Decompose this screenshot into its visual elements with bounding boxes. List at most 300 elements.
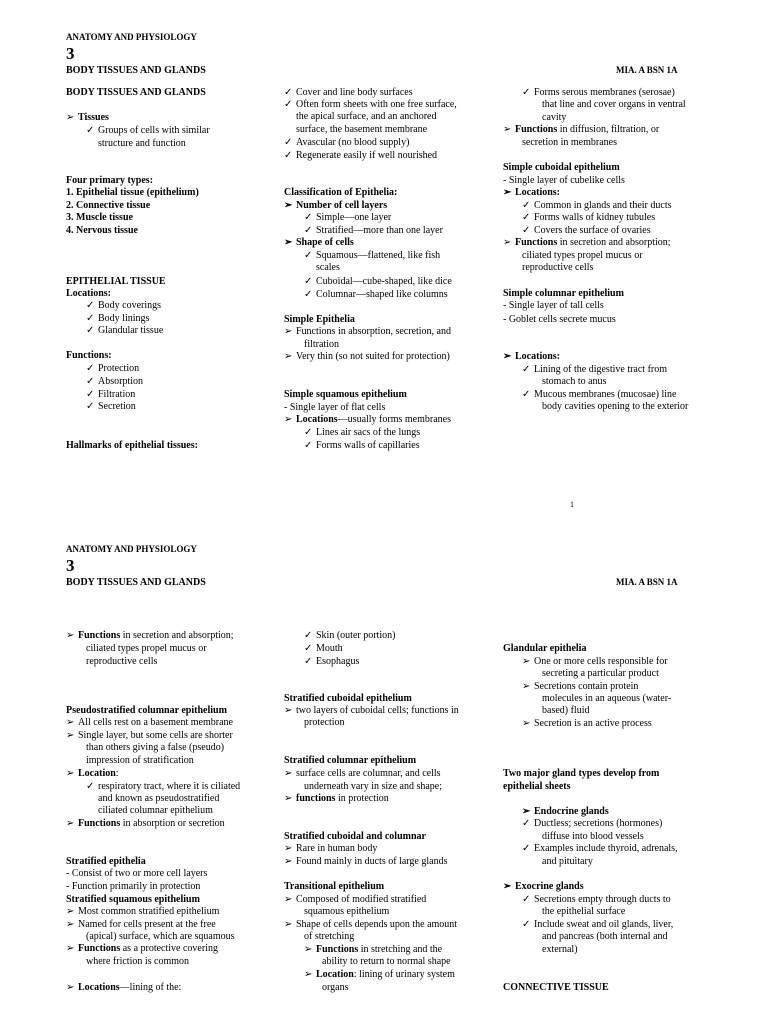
text-line: [503, 314, 616, 326]
section-heading: [66, 225, 138, 237]
bullet-item: [66, 717, 233, 729]
line-text: Stratified cuboidal epithelium: [284, 693, 412, 704]
line-text: Simple columnar epithelium: [503, 288, 624, 299]
check-icon: ✓: [86, 781, 95, 792]
line-text: Forms serous membranes (serosae): [534, 87, 675, 98]
line-text: Forms walls of capillaries: [316, 440, 420, 451]
arrow-bullet-icon: ➢: [66, 112, 75, 123]
section-heading: [66, 87, 206, 99]
line-text: EPITHELIAL TISSUE: [66, 276, 166, 287]
line-text: Shape of cells: [296, 237, 354, 248]
line-text: scales: [316, 262, 340, 273]
arrow-bullet-icon: ➢: [284, 414, 293, 425]
checklist-item: [86, 325, 163, 337]
section-heading: [284, 389, 407, 401]
text-line: [542, 906, 625, 918]
line-text: Secretions empty through ducts to: [534, 894, 671, 905]
checklist-item: [304, 656, 359, 668]
check-icon: ✓: [284, 87, 293, 98]
line-text: Lines air sacs of the lungs: [316, 427, 421, 438]
arrow-bullet-icon: ➢: [66, 818, 75, 829]
arrow-bullet-icon: ➢: [66, 919, 75, 930]
line-text: Regenerate easily if well nourished: [296, 150, 438, 161]
checklist-item: [304, 225, 443, 237]
checklist-item: [522, 200, 672, 212]
bullet-item: [522, 656, 668, 668]
line-text: surface cells are columnar, and cells: [296, 768, 441, 779]
section-heading: [66, 200, 150, 212]
text-line: [542, 856, 593, 868]
line-text: secretion in membranes: [522, 137, 617, 148]
line-text: Functions in absorption or secretion: [78, 818, 225, 829]
section-heading: [284, 187, 397, 199]
section-heading: [66, 288, 111, 300]
section-heading: [503, 288, 624, 300]
arrow-bullet-icon: ➢: [284, 843, 293, 854]
line-text: - Single layer of cubelike cells: [503, 175, 625, 186]
check-icon: ✓: [522, 225, 531, 236]
chapter-number: 3: [66, 44, 75, 63]
bullet-item: [66, 630, 234, 642]
line-text: functions in protection: [296, 793, 389, 804]
line-text: Body coverings: [98, 300, 162, 311]
checklist-item: [522, 87, 675, 99]
line-text: - Consist of two or more cell layers: [66, 868, 208, 879]
text-line: [86, 656, 157, 668]
text-line: [542, 944, 578, 956]
checklist-item: [86, 313, 149, 325]
arrow-bullet-icon: ➢: [66, 768, 75, 779]
section-heading: [284, 693, 412, 705]
arrow-bullet-icon: ➢: [284, 200, 293, 211]
line-text: One or more cells responsible for: [534, 656, 668, 667]
line-text: Endocrine glands: [534, 806, 609, 817]
line-text: Number of cell layers: [296, 200, 388, 211]
arrow-bullet-icon: ➢: [503, 881, 512, 892]
arrow-bullet-icon: ➢: [284, 351, 293, 362]
line-text: Shape of cells depends upon the amount: [296, 919, 458, 930]
line-text: Cuboidal—cube-shaped, like dice: [316, 276, 452, 287]
checklist-item: [522, 894, 671, 906]
section-heading: [284, 831, 426, 843]
check-icon: ✓: [86, 313, 95, 324]
bullet-item: [66, 818, 225, 830]
line-text: Hallmarks of epithelial tissues:: [66, 440, 198, 451]
line-text: body cavities opening to the exterior: [542, 401, 689, 412]
line-text: Avascular (no blood supply): [296, 137, 410, 148]
line-text: Four primary types:: [66, 175, 154, 186]
line-text: Found mainly in ducts of large glands: [296, 856, 448, 867]
text-line: [542, 376, 606, 388]
line-text: external): [542, 944, 578, 955]
text-line: [316, 262, 340, 274]
line-text: Include sweat and oil glands, liver,: [534, 919, 674, 930]
text-line: [296, 111, 436, 123]
line-text: Squamous—flattened, like fish: [316, 250, 441, 261]
line-text: that line and cover organs in ventral: [542, 99, 686, 110]
bullet-item: [284, 894, 426, 906]
text-line: [542, 401, 688, 413]
line-text: and pituitary: [542, 856, 593, 867]
section-heading: [284, 755, 416, 767]
text-line: [522, 137, 617, 149]
check-icon: ✓: [522, 200, 531, 211]
checklist-item: [86, 363, 139, 375]
text-line: [296, 124, 427, 136]
arrow-bullet-icon: ➢: [503, 351, 512, 362]
line-text: Mouth: [316, 643, 343, 654]
checklist-item: [304, 212, 391, 224]
line-text: - Function primarily in protection: [66, 881, 201, 892]
text-line: [304, 339, 339, 351]
arrow-bullet-icon: ➢: [284, 793, 293, 804]
text-line: [542, 112, 566, 124]
checklist-item: [522, 818, 662, 830]
bullet-item: [284, 705, 459, 717]
arrow-bullet-icon: ➢: [66, 717, 75, 728]
checklist-item: [86, 125, 210, 137]
checklist-item: [304, 440, 420, 452]
check-icon: ✓: [304, 225, 313, 236]
checklist-item: [522, 389, 676, 401]
line-text: than others giving a false (pseudo): [86, 742, 225, 753]
bullet-item: [284, 237, 354, 249]
line-text: Stratified columnar epithelium: [284, 755, 417, 766]
check-icon: ✓: [304, 630, 313, 641]
check-icon: ✓: [304, 289, 313, 300]
text-line: [542, 99, 686, 111]
bullet-item: [284, 414, 451, 426]
text-line: [542, 705, 590, 717]
section-heading: [66, 350, 112, 362]
checklist-item: [284, 87, 413, 99]
section-heading: [66, 187, 199, 199]
line-text: Simple Epithelia: [284, 314, 355, 325]
line-text: Locations:: [515, 187, 560, 198]
bullet-item: [522, 806, 609, 818]
line-text: - Goblet cells secrete mucus: [503, 314, 616, 325]
checklist-item: [522, 364, 667, 376]
chapter-number: 3: [66, 556, 75, 575]
line-text: Stratified squamous epithelium: [66, 894, 200, 905]
text-line: [86, 755, 194, 767]
check-icon: ✓: [304, 440, 313, 451]
section-heading: [503, 162, 620, 174]
line-text: Functions:: [66, 350, 112, 361]
check-icon: ✓: [304, 250, 313, 261]
line-text: Covers the surface of ovaries: [534, 225, 651, 236]
checklist-item: [284, 150, 437, 162]
line-text: Locations:: [515, 351, 560, 362]
line-text: - Single layer of tall cells: [503, 300, 604, 311]
check-icon: ✓: [522, 894, 531, 905]
checklist-item: [86, 300, 161, 312]
section-heading: [66, 440, 198, 452]
checklist-item: [86, 376, 143, 388]
line-text: Stratified cuboidal and columnar: [284, 831, 426, 842]
line-text: molecules in an aqueous (water-: [542, 693, 672, 704]
section-heading: [503, 982, 609, 994]
bullet-item: [503, 351, 560, 363]
bullet-item: [284, 768, 441, 780]
text-line: [86, 742, 224, 754]
check-icon: ✓: [304, 427, 313, 438]
checklist-item: [86, 781, 240, 793]
line-text: Lining of the digestive tract from: [534, 364, 668, 375]
line-text: ciliated columnar epithelium: [98, 805, 213, 816]
line-text: Single layer, but some cells are shorter: [78, 730, 233, 741]
line-text: diffuse into blood vessels: [542, 831, 644, 842]
check-icon: ✓: [522, 364, 531, 375]
line-text: Composed of modified stratified: [296, 894, 427, 905]
check-icon: ✓: [86, 363, 95, 374]
line-text: Stratified epithelia: [66, 856, 146, 867]
arrow-bullet-icon: ➢: [284, 237, 293, 248]
line-text: Mucous membranes (mucosae) line: [534, 389, 677, 400]
line-text: filtration: [304, 339, 339, 350]
check-icon: ✓: [284, 99, 293, 110]
checklist-item: [522, 212, 655, 224]
check-icon: ✓: [522, 843, 531, 854]
check-icon: ✓: [522, 818, 531, 829]
section-heading: [66, 212, 133, 224]
text-line: [304, 906, 389, 918]
bullet-item: [522, 718, 652, 730]
line-text: Named for cells present at the free: [78, 919, 216, 930]
bullet-item: [66, 943, 218, 955]
line-text: Pseudostratified columnar epithelium: [66, 705, 227, 716]
section-heading: [503, 768, 659, 780]
text-line: [322, 956, 451, 968]
bullet-item: [284, 843, 377, 855]
line-text: (apical) surface, which are squamous: [86, 931, 235, 942]
text-line: [542, 668, 659, 680]
text-line: [86, 956, 189, 968]
check-icon: ✓: [284, 150, 293, 161]
line-text: cavity: [542, 112, 567, 123]
checklist-item: [304, 250, 440, 262]
line-text: where friction is common: [86, 956, 190, 967]
bullet-item: [503, 187, 560, 199]
bullet-item: [66, 112, 109, 124]
arrow-bullet-icon: ➢: [66, 630, 75, 641]
arrow-bullet-icon: ➢: [284, 856, 293, 867]
text-line: [542, 693, 671, 705]
author-label: MIA. A BSN 1A: [616, 65, 678, 75]
line-text: Protection: [98, 363, 140, 374]
line-text: Skin (outer portion): [316, 630, 396, 641]
checklist-item: [522, 225, 651, 237]
line-text: Location:: [78, 768, 119, 779]
line-text: Functions as a protective covering: [78, 943, 218, 954]
checklist-item: [86, 401, 136, 413]
line-text: organs: [322, 982, 349, 993]
text-line: [86, 643, 207, 655]
checklist-item: [304, 427, 420, 439]
checklist-item: [522, 919, 673, 931]
bullet-item: [66, 730, 233, 742]
line-text: Body linings: [98, 313, 150, 324]
bullet-item: [284, 793, 389, 805]
check-icon: ✓: [522, 389, 531, 400]
line-text: Transitional epithelium: [284, 881, 385, 892]
line-text: respiratory tract, where it is ciliated: [98, 781, 241, 792]
line-text: Very thin (so not suited for protection): [296, 351, 450, 362]
check-icon: ✓: [304, 643, 313, 654]
text-line: [98, 793, 219, 805]
course-header: ANATOMY AND PHYSIOLOGY: [66, 544, 197, 554]
checklist-item: [304, 289, 448, 301]
check-icon: ✓: [522, 919, 531, 930]
line-text: Forms walls of kidney tubules: [534, 212, 656, 223]
line-text: Functions in secretion and absorption;: [515, 237, 671, 248]
arrow-bullet-icon: ➢: [66, 982, 75, 993]
bullet-item: [66, 768, 119, 780]
check-icon: ✓: [86, 389, 95, 400]
line-text: secreting a particular product: [542, 668, 659, 679]
section-heading: [503, 643, 586, 655]
arrow-bullet-icon: ➢: [304, 944, 313, 955]
bullet-item: [503, 237, 671, 249]
line-text: based) fluid: [542, 705, 590, 716]
line-text: impression of stratification: [86, 755, 194, 766]
arrow-bullet-icon: ➢: [284, 768, 293, 779]
arrow-bullet-icon: ➢: [284, 919, 293, 930]
line-text: Cover and line body surfaces: [296, 87, 413, 98]
line-text: Location: lining of urinary system: [316, 969, 455, 980]
line-text: Examples include thyroid, adrenals,: [534, 843, 678, 854]
line-text: Locations:: [66, 288, 111, 299]
line-text: Secretion: [98, 401, 136, 412]
check-icon: ✓: [284, 137, 293, 148]
text-line: [542, 931, 668, 943]
section-heading: [503, 781, 571, 793]
arrow-bullet-icon: ➢: [503, 124, 512, 135]
author-label: MIA. A BSN 1A: [616, 577, 678, 587]
bullet-item: [284, 200, 387, 212]
line-text: Groups of cells with similar: [98, 125, 210, 136]
arrow-bullet-icon: ➢: [284, 705, 293, 716]
line-text: Locations—lining of the:: [78, 982, 182, 993]
line-text: surface, the basement membrane: [296, 124, 428, 135]
line-text: the epithelial surface: [542, 906, 626, 917]
text-line: [522, 250, 643, 262]
check-icon: ✓: [304, 276, 313, 287]
bullet-item: [503, 124, 659, 136]
line-text: Simple—one layer: [316, 212, 392, 223]
arrow-bullet-icon: ➢: [284, 894, 293, 905]
checklist-item: [86, 389, 135, 401]
line-text: Functions in stretching and the: [316, 944, 443, 955]
checklist-item: [304, 630, 395, 642]
text-line: [98, 138, 186, 150]
chapter-title: BODY TISSUES AND GLANDS: [66, 65, 206, 76]
section-heading: [66, 856, 146, 868]
section-heading: [66, 705, 227, 717]
section-heading: [66, 894, 200, 906]
line-text: Stratified—more than one layer: [316, 225, 443, 236]
bullet-item: [284, 351, 450, 363]
line-text: structure and function: [98, 138, 186, 149]
line-text: Often form sheets with one free surface,: [296, 99, 457, 110]
check-icon: ✓: [522, 212, 531, 223]
line-text: protection: [304, 717, 345, 728]
line-text: All cells rest on a basement membrane: [78, 717, 233, 728]
text-line: [66, 868, 207, 880]
line-text: Filtration: [98, 389, 136, 400]
bullet-item: [284, 326, 451, 338]
arrow-bullet-icon: ➢: [503, 237, 512, 248]
text-line: [66, 881, 200, 893]
text-line: [98, 805, 213, 817]
arrow-bullet-icon: ➢: [503, 187, 512, 198]
check-icon: ✓: [86, 401, 95, 412]
bullet-item: [66, 919, 216, 931]
line-text: Columnar—shaped like columns: [316, 289, 448, 300]
arrow-bullet-icon: ➢: [522, 656, 531, 667]
arrow-bullet-icon: ➢: [66, 943, 75, 954]
line-text: Two major gland types develop from: [503, 768, 660, 779]
section-heading: [284, 314, 355, 326]
check-icon: ✓: [304, 656, 313, 667]
bullet-item: [503, 881, 584, 893]
line-text: the apical surface, and an anchored: [296, 111, 437, 122]
page-number: 1: [570, 500, 574, 509]
line-text: Ductless; secretions (hormones): [534, 818, 663, 829]
line-text: Simple cuboidal epithelium: [503, 162, 620, 173]
line-text: 3. Muscle tissue: [66, 212, 133, 223]
line-text: Secretions contain protein: [534, 681, 639, 692]
arrow-bullet-icon: ➢: [66, 906, 75, 917]
checklist-item: [304, 276, 452, 288]
line-text: ability to return to normal shape: [322, 956, 451, 967]
line-text: Common in glands and their ducts: [534, 200, 672, 211]
checklist-item: [304, 643, 343, 655]
bullet-item: [284, 856, 447, 868]
line-text: Rare in human body: [296, 843, 378, 854]
line-text: Tissues: [78, 112, 109, 123]
check-icon: ✓: [86, 376, 95, 387]
text-line: [322, 982, 348, 994]
line-text: epithelial sheets: [503, 781, 571, 792]
check-icon: ✓: [86, 325, 95, 336]
checklist-item: [522, 843, 678, 855]
arrow-bullet-icon: ➢: [304, 969, 313, 980]
line-text: - Single layer of flat cells: [284, 402, 386, 413]
bullet-item: [66, 906, 219, 918]
course-header: ANATOMY AND PHYSIOLOGY: [66, 32, 197, 42]
arrow-bullet-icon: ➢: [522, 806, 531, 817]
check-icon: ✓: [86, 300, 95, 311]
line-text: ciliated types propel mucus or: [86, 643, 207, 654]
check-icon: ✓: [304, 212, 313, 223]
line-text: BODY TISSUES AND GLANDS: [66, 87, 206, 98]
line-text: Classification of Epithelia:: [284, 187, 398, 198]
line-text: Functions in absorption, secretion, and: [296, 326, 451, 337]
line-text: squamous epithelium: [304, 906, 390, 917]
arrow-bullet-icon: ➢: [522, 681, 531, 692]
checklist-item: [284, 137, 409, 149]
line-text: Glandular epithelia: [503, 643, 587, 654]
line-text: underneath vary in size and shape;: [304, 781, 443, 792]
line-text: two layers of cuboidal cells; functions in: [296, 705, 459, 716]
bullet-item: [66, 982, 181, 994]
text-line: [503, 300, 604, 312]
line-text: Functions in diffusion, filtration, or: [515, 124, 660, 135]
line-text: ciliated types propel mucus or: [522, 250, 643, 261]
line-text: Functions in secretion and absorption;: [78, 630, 234, 641]
text-line: [304, 717, 345, 729]
